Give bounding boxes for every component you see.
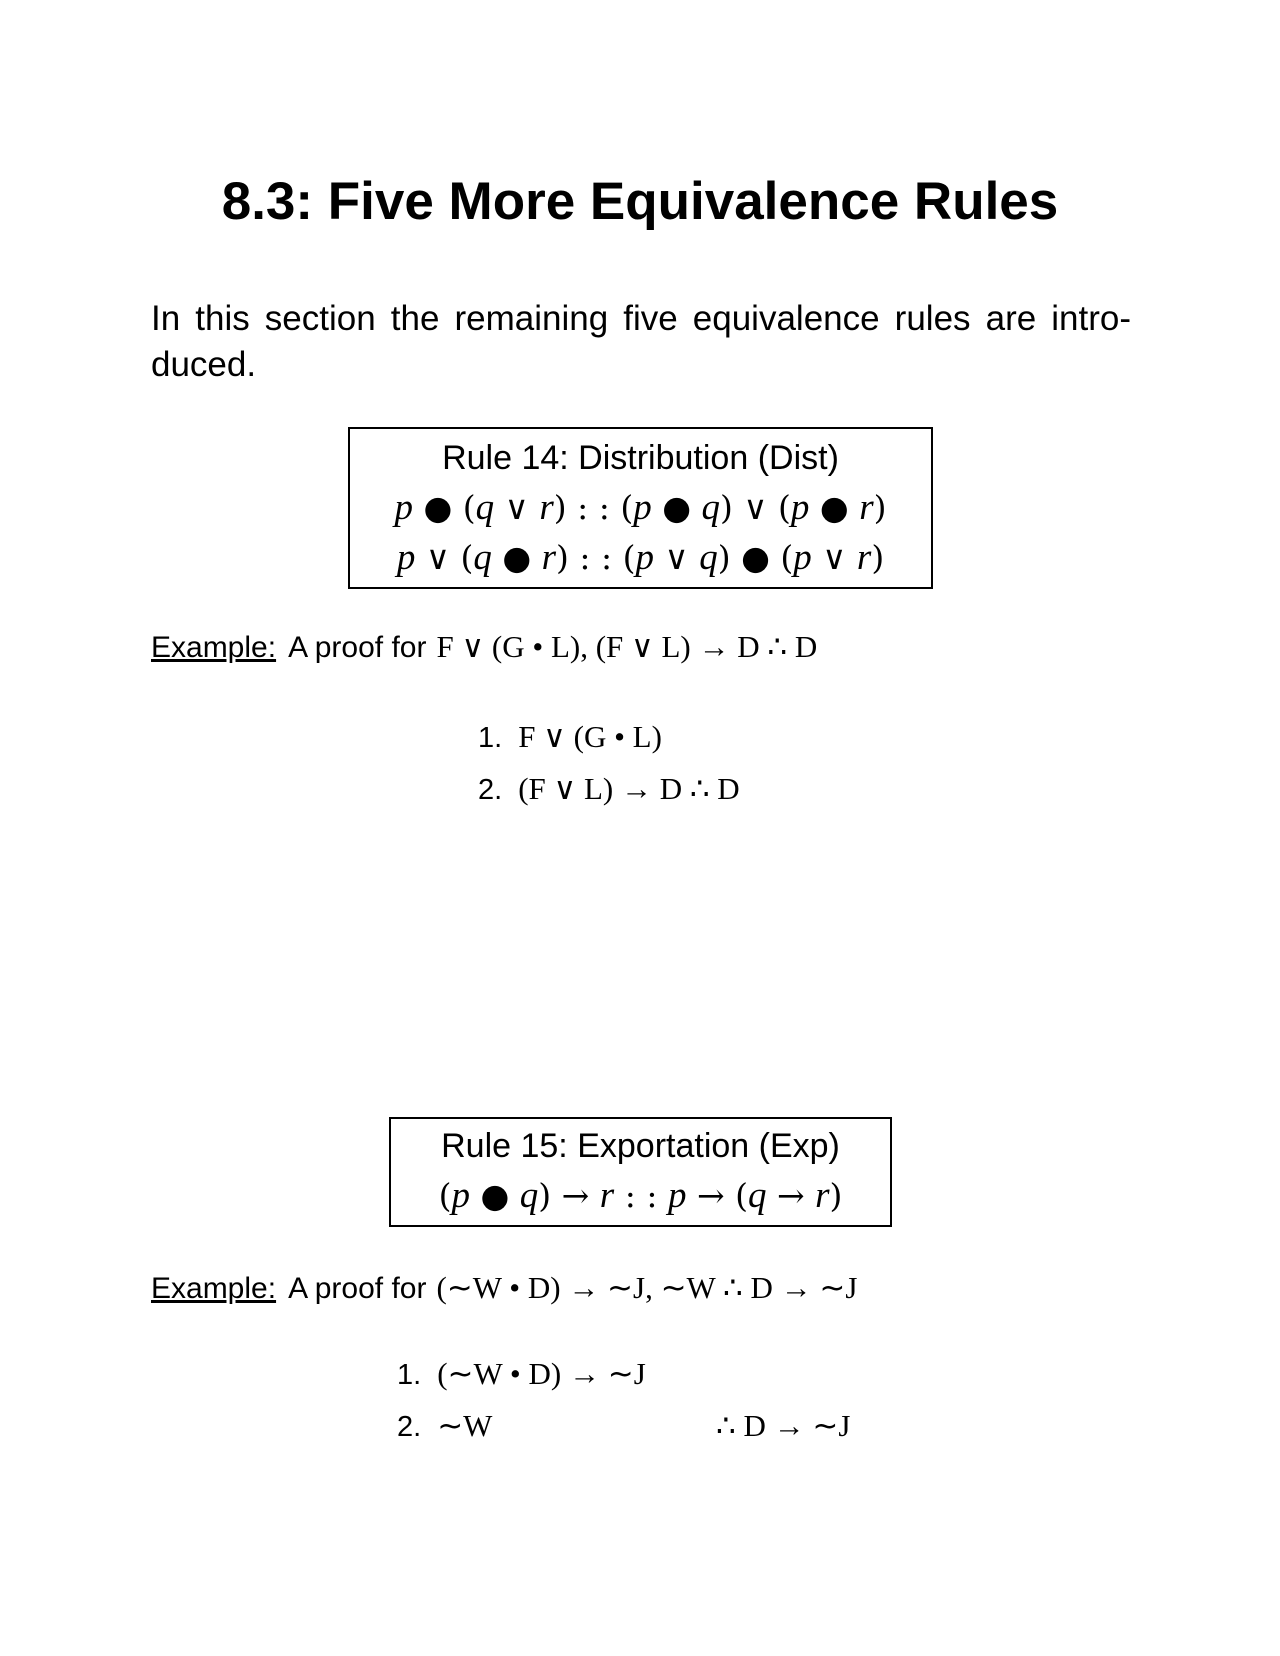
rule-15-box	[389, 1117, 892, 1227]
rule-14-title: Rule 14: Distribution (Dist)	[442, 439, 839, 477]
example-15-argument: (∼W • D) → ∼J, ∼W ∴ D → ∼J	[436, 1270, 858, 1305]
rule-15-formula: (p ● q) → r : : p → (q → r)	[438, 1175, 843, 1216]
proof-15-conclusion: ∴ D → ∼J	[716, 1408, 851, 1443]
proof-14-line-2	[478, 771, 740, 807]
proof-line-number: 1.	[397, 1359, 422, 1391]
example-15-intro: A proof for	[288, 1272, 427, 1305]
rule-14-formula-2: p ∨ (q ● r) : : (p ∨ q) ● (p ∨ r)	[396, 537, 885, 578]
proof-line-statement: (F ∨ L) → D ∴ D	[518, 771, 740, 806]
proof-line-number: 2.	[397, 1411, 422, 1443]
rule-14-box	[348, 427, 933, 589]
proof-line-number: 2.	[478, 774, 503, 806]
intro-paragraph	[151, 296, 1131, 388]
intro-line-2: duced.	[151, 345, 257, 384]
proof-line-number: 1.	[478, 722, 503, 754]
intro-line-1: In this section the remaining five equivalence rules are intro-	[151, 299, 1131, 338]
proof-15-line-1	[397, 1356, 646, 1392]
rule-15-title: Rule 15: Exportation (Exp)	[441, 1127, 840, 1165]
example-15	[151, 1270, 857, 1306]
proof-line-statement: ∼W	[437, 1408, 493, 1443]
page-title: 8.3: Five More Equivalence Rules	[221, 172, 1059, 231]
proof-line-statement: (∼W • D) → ∼J	[437, 1356, 646, 1391]
example-14	[151, 629, 817, 665]
example-14-intro: A proof for	[288, 631, 427, 664]
rule-14-formula-1: p ● (q ∨ r) : : (p ● q) ∨ (p ● r)	[394, 487, 887, 528]
proof-line-statement: F ∨ (G • L)	[518, 719, 662, 754]
proof-15-line-2	[397, 1408, 492, 1444]
proof-14-line-1	[478, 719, 662, 755]
example-14-label: Example:	[151, 631, 277, 664]
example-15-label: Example:	[151, 1272, 277, 1305]
example-14-argument: F ∨ (G • L), (F ∨ L) → D ∴ D	[436, 629, 818, 664]
